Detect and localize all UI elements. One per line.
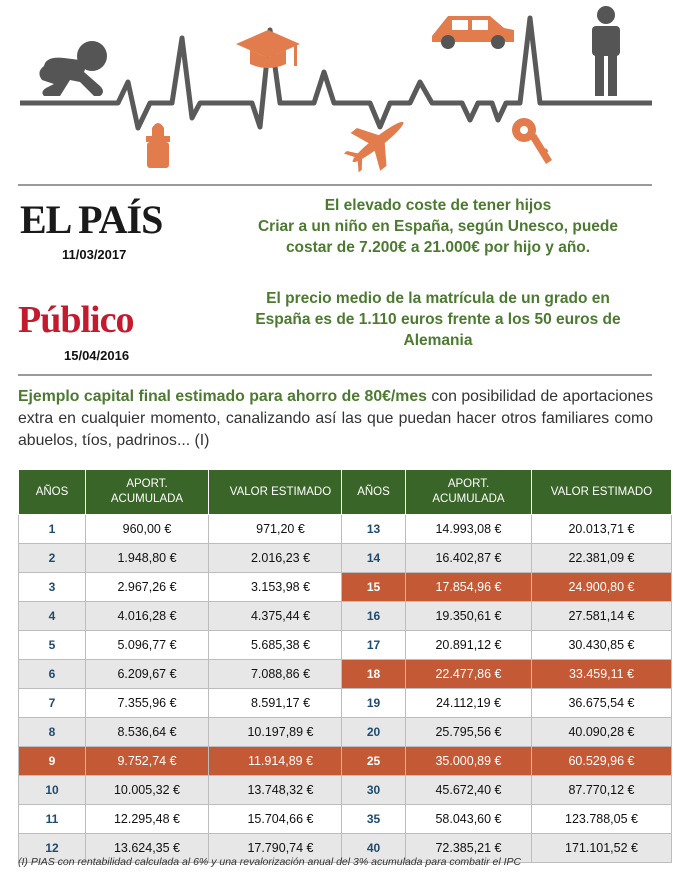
value-cell: 2.016,23 € xyxy=(209,544,353,573)
table-row xyxy=(19,602,353,631)
middle-divider xyxy=(18,374,652,376)
header-contrib xyxy=(86,470,209,515)
news-line: El elevado coste de tener hijos xyxy=(324,197,552,214)
year-cell: 25 xyxy=(342,747,406,776)
contrib-cell: 20.891,12 € xyxy=(406,631,532,660)
table-row xyxy=(19,747,353,776)
contrib-cell: 2.967,26 € xyxy=(86,573,209,602)
header-contrib-line1: APORT. xyxy=(447,478,490,490)
headline-rest: con posibilidad de aportaciones extra en cualquier momento, canalizando así las que puedan hacer otros familiares como abuelos, tíos, padrinos... (I) xyxy=(18,388,653,449)
year-cell: 5 xyxy=(19,631,86,660)
year-cell: 9 xyxy=(19,747,86,776)
header-contrib-line2: ACUMULADA xyxy=(110,493,184,505)
year-cell: 8 xyxy=(19,718,86,747)
year-cell: 11 xyxy=(19,805,86,834)
value-cell: 20.013,71 € xyxy=(532,515,672,544)
contrib-cell: 25.795,56 € xyxy=(406,718,532,747)
contrib-cell: 6.209,67 € xyxy=(86,660,209,689)
value-cell: 24.900,80 € xyxy=(532,573,672,602)
year-cell: 3 xyxy=(19,573,86,602)
value-cell: 3.153,98 € xyxy=(209,573,353,602)
value-cell: 171.101,52 € xyxy=(532,834,672,863)
year-cell: 12 xyxy=(19,834,86,863)
contrib-cell: 19.350,61 € xyxy=(406,602,532,631)
table-row xyxy=(342,660,672,689)
header-contrib-line1: APORT. xyxy=(126,478,168,490)
value-cell: 11.914,89 € xyxy=(209,747,353,776)
year-cell: 19 xyxy=(342,689,406,718)
value-cell: 36.675,54 € xyxy=(532,689,672,718)
news-date-publico: 15/04/2016 xyxy=(64,348,130,363)
value-cell: 971,20 € xyxy=(209,515,353,544)
news-line: costar de 7.200€ a 21.000€ por hijo y año. xyxy=(285,239,591,256)
value-cell: 13.748,32 € xyxy=(209,776,353,805)
contrib-cell: 4.016,28 € xyxy=(86,602,209,631)
table-row xyxy=(342,747,672,776)
year-cell: 2 xyxy=(19,544,86,573)
table-row xyxy=(19,689,353,718)
table-row xyxy=(342,776,672,805)
contrib-cell: 16.402,87 € xyxy=(406,544,532,573)
life-stages-illustration xyxy=(0,0,673,180)
key-icon xyxy=(512,118,552,164)
top-divider xyxy=(18,184,652,186)
year-cell: 17 xyxy=(342,631,406,660)
value-cell: 5.685,38 € xyxy=(209,631,353,660)
contrib-cell: 14.993,08 € xyxy=(406,515,532,544)
contrib-cell: 45.672,40 € xyxy=(406,776,532,805)
table-row xyxy=(342,544,672,573)
value-cell: 17.790,74 € xyxy=(209,834,353,863)
year-cell: 14 xyxy=(342,544,406,573)
news-line: España es de 1.110 euros frente a los 50 euros de xyxy=(255,311,621,328)
value-cell: 10.197,89 € xyxy=(209,718,353,747)
contrib-cell: 24.112,19 € xyxy=(406,689,532,718)
table-row xyxy=(19,805,353,834)
table-row xyxy=(19,718,353,747)
table-row xyxy=(19,776,353,805)
contrib-cell: 12.295,48 € xyxy=(86,805,209,834)
table-row xyxy=(342,515,672,544)
year-cell: 15 xyxy=(342,573,406,602)
value-cell: 27.581,14 € xyxy=(532,602,672,631)
header-years: AÑOS xyxy=(19,470,86,515)
table-header-row xyxy=(342,470,672,515)
value-cell: 15.704,66 € xyxy=(209,805,353,834)
year-cell: 18 xyxy=(342,660,406,689)
contrib-cell: 960,00 € xyxy=(86,515,209,544)
news-line: Alemania xyxy=(403,332,473,349)
car-icon xyxy=(432,16,514,49)
contrib-cell: 22.477,86 € xyxy=(406,660,532,689)
value-cell: 30.430,85 € xyxy=(532,631,672,660)
value-cell: 22.381,09 € xyxy=(532,544,672,573)
year-cell: 7 xyxy=(19,689,86,718)
year-cell: 30 xyxy=(342,776,406,805)
header-contrib xyxy=(406,470,532,515)
year-cell: 35 xyxy=(342,805,406,834)
contrib-cell: 10.005,32 € xyxy=(86,776,209,805)
table-header-row xyxy=(19,470,353,515)
el-pais-logo: EL PAÍS xyxy=(20,197,163,242)
contrib-cell: 13.624,35 € xyxy=(86,834,209,863)
news-text-publico xyxy=(222,288,654,351)
table-row xyxy=(19,573,353,602)
value-cell: 33.459,11 € xyxy=(532,660,672,689)
header-contrib-line2: ACUMULADA xyxy=(432,493,505,505)
table-row xyxy=(342,718,672,747)
baby-bottle-icon xyxy=(146,123,170,168)
savings-example-headline xyxy=(18,386,653,452)
header-value: VALOR ESTIMADO xyxy=(209,470,353,515)
value-cell: 87.770,12 € xyxy=(532,776,672,805)
footnote: (I) PIAS con rentabilidad calculada al 6% y una revalorización anual del 3% acumulada para combatir el IPC xyxy=(18,856,522,868)
table-row xyxy=(342,631,672,660)
year-cell: 40 xyxy=(342,834,406,863)
contrib-cell: 5.096,77 € xyxy=(86,631,209,660)
header-years: AÑOS xyxy=(342,470,406,515)
news-date-el-pais: 11/03/2017 xyxy=(62,247,127,262)
year-cell: 10 xyxy=(19,776,86,805)
year-cell: 20 xyxy=(342,718,406,747)
heartbeat-line xyxy=(20,18,652,128)
contrib-cell: 8.536,64 € xyxy=(86,718,209,747)
graduation-cap-icon xyxy=(236,30,300,68)
value-cell: 40.090,28 € xyxy=(532,718,672,747)
headline-highlight: Ejemplo capital final estimado para ahorro de 80€/mes xyxy=(18,388,427,405)
contrib-cell: 35.000,89 € xyxy=(406,747,532,776)
news-line: El precio medio de la matrícula de un grado en xyxy=(266,290,610,307)
contrib-cell: 72.385,21 € xyxy=(406,834,532,863)
news-text-el-pais xyxy=(222,195,654,258)
contrib-cell: 7.355,96 € xyxy=(86,689,209,718)
value-cell: 60.529,96 € xyxy=(532,747,672,776)
contrib-cell: 58.043,60 € xyxy=(406,805,532,834)
year-cell: 4 xyxy=(19,602,86,631)
table-row xyxy=(342,602,672,631)
table-row xyxy=(19,660,353,689)
table-row xyxy=(342,573,672,602)
baby-icon xyxy=(39,41,107,96)
contrib-cell: 17.854,96 € xyxy=(406,573,532,602)
table-row xyxy=(342,689,672,718)
publico-logo: Público xyxy=(18,299,134,341)
year-cell: 1 xyxy=(19,515,86,544)
savings-table-right xyxy=(341,469,672,863)
contrib-cell: 1.948,80 € xyxy=(86,544,209,573)
value-cell: 7.088,86 € xyxy=(209,660,353,689)
value-cell: 4.375,44 € xyxy=(209,602,353,631)
year-cell: 13 xyxy=(342,515,406,544)
person-icon xyxy=(592,6,620,96)
savings-table-left xyxy=(18,469,353,863)
year-cell: 6 xyxy=(19,660,86,689)
contrib-cell: 9.752,74 € xyxy=(86,747,209,776)
year-cell: 16 xyxy=(342,602,406,631)
news-line: Criar a un niño en España, según Unesco, puede xyxy=(257,218,619,235)
header-value: VALOR ESTIMADO xyxy=(532,470,672,515)
table-row xyxy=(342,805,672,834)
table-row xyxy=(19,515,353,544)
table-row xyxy=(19,544,353,573)
table-row xyxy=(19,631,353,660)
value-cell: 123.788,05 € xyxy=(532,805,672,834)
value-cell: 8.591,17 € xyxy=(209,689,353,718)
